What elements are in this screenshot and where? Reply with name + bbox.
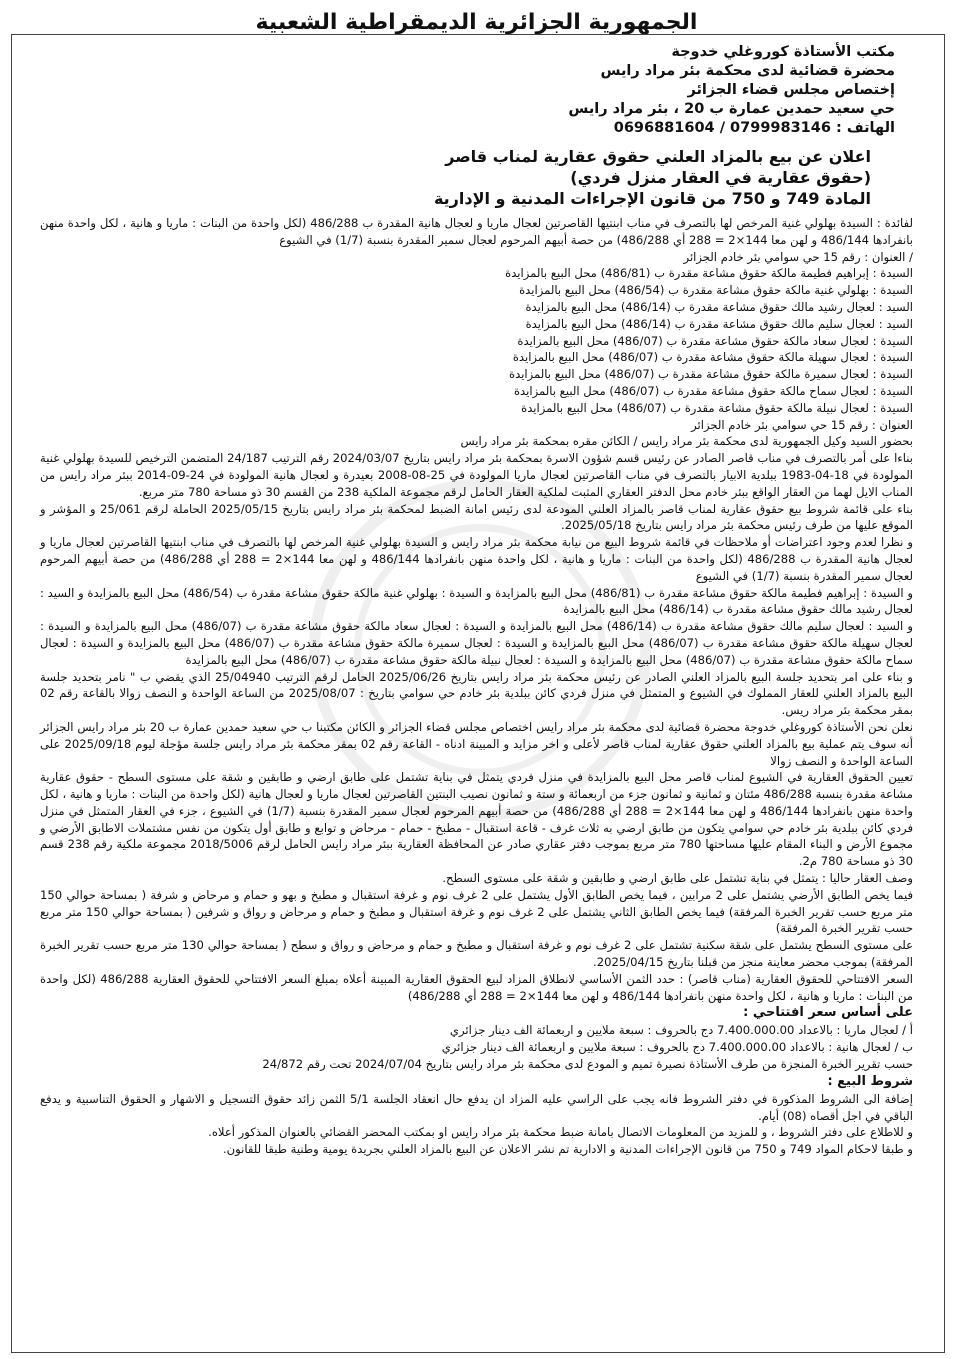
paragraph: السيدة : إبراهيم فطيمة مالكة حقوق مشاعة مقدرة ب (486/81) محل البيع بالمزايدة	[505, 266, 913, 281]
office-phone: الهاتف : 0799983146 / 0696881604	[613, 120, 895, 136]
office-jurisdiction: إختصاص مجلس قضاء الجزائر	[687, 82, 895, 98]
paragraph: لفائدة : السيدة بهلولي غنية المرخص لها بالتصرف في مناب ابنتيها القاصرتين لعجال ماريا و لعجال هانية المقدرة ب 486/288 (لكل واحدة من البنات : ماريا و هانية ، لكل واحدة منهن بانفرادها 486/144 و لهن معا 144×2 = 288 أي 486/288) من حصة أبيهم المرحوم لعجال سمير المقدرة بنسبة (1/7) في الشيوع	[40, 216, 913, 247]
condition-contact: و للاطلاع على دفتر الشروط ، و للمزيد من المعلومات الاتصال بامانة ضبط محكمة بئر مراد رايس او بمكتب المحضر القضائي بالعنوان المذكور أعلاه.	[208, 1125, 913, 1140]
title-line-1: اعلان عن بيع بالمزاد العلني حقوق عقارية لمناب قاصر	[445, 147, 871, 166]
price-line-hania: ب / لعجال هانية : بالاعداد 7.400.000.00 دج بالحروف : سبعة ملايين و اربعمائة الف دينار جزائري	[441, 1040, 913, 1055]
paragraph: السعر الافتتاحي للحقوق العقارية (مناب قاصر) : حدد الثمن الأساسي لانطلاق المزاد لبيع الحقوق العقارية المبينة أعلاه بمبلغ السعر الافتتاحي للحقوق العقارية 486/288 (لكل واحدة من البنات : ماريا و هانية ، لكل واحدة منهن بانفرادها 486/144 و لهن معا 144×2 = 288 أي 486/288)	[40, 971, 913, 1003]
paragraph: / العنوان : رقم 15 حي سوامي بئر خادم الجزائر	[683, 249, 913, 264]
paragraph: السيدة : لعجال سماح مالكة حقوق مشاعة مقدرة ب (486/07) محل البيع بالمزايدة	[513, 383, 913, 398]
paragraph: السيدة : لعجال نبيلة مالكة حقوق مشاعة مقدرة ب (486/07) محل البيع بالمزايدة	[521, 400, 913, 415]
paragraph: فيما يخص الطابق الأرضي يشتمل على 2 مرابين ، فيما يخص الطابق الأول يشتمل على 2 غرف نوم و غرفة استقبال و مطبخ و بهو و حمام و مرحاض و شرفة ( بمساحة حوالي 150 متر مربع حسب تقرير الخبرة المرفقة) فيما يخص الطابق الثاني يشتمل على 2 غرف نوم و غرفة استقبال و مطبخ و حمام و مرحاض و رواق و شرفين ( بمساحة حوالي 150 متر مربع حسب تقرير الخبرة المرفقة)	[40, 887, 914, 936]
office-block	[40, 43, 913, 138]
paragraph: و السيد : لعجال سليم مالك حقوق مشاعة مقدرة ب (486/14) محل البيع بالمزايدة و السيدة : لعجال سعاد مالكة حقوق مشاعة مقدرة ب (486/07) محل البيع بالمزايدة و السيدة : لعجال سهيلة مالكة حقوق مشاعة مقدرة ب (486/07) محل البيع بالمزايدة و السيدة : لعجال سميرة مالكة حقوق مشاعة مقدرة ب (486/07) محل البيع بالمزايدة و السيدة : لعجال سماح مالكة حقوق مشاعة مقدرة ب (486/07) محل البيع بالمزايدة و السيدة : لعجال نبيلة مالكة حقوق مشاعة مقدرة ب (486/07) محل البيع بالمزايدة	[40, 619, 914, 667]
price-line-maria: أ / لعجال ماريا : بالاعداد 7.400.000.00 دج بالحروف : سبعة ملايين و اربعمائة الف دينار جزائري	[449, 1023, 913, 1038]
paragraph: السيد : لعجال رشيد مالك حقوق مشاعة مقدرة ب (486/14) محل البيع بالمزايدة	[525, 299, 913, 314]
paragraph: و نظرا لعدم وجود اعتراضات أو ملاحظات في قائمة شروط البيع من نيابة محكمة بئر مراد رايس و السيدة بهلولي غنية المرخص لها بالتصرف في مناب ابنتيها القاصرتين لعجال ماريا و لعجال هانية المقدرة ب 486/288 (لكل واحدة من البنات : ماريا و هانية ، لكل واحدة منهن بانفرادها 486/144 و لهن معا 144×2 = 288 أي 486/288) من حصة أبيهم المرحوم لعجال سمير المقدرة بنسبة (1/7) في الشيوع	[40, 535, 914, 583]
paragraph: تعيين الحقوق العقارية في الشيوع لمناب قاصر محل البيع بالمزايدة في منزل فردي يتمثل في بناية تشتمل على طابق ارضي و طابقين و شقة على مستوى السطح - حقوق عقارية مشاعة مقدرة بنسبة 486/288 مئتان و ثمانية و ثمانون جزء من اربعمائة و ستة و ثمانون نصيب البنتين القاصرتين لعجال ماريا و لعجال هانية (لكل واحدة من البنات : ماريا و هانية ، لكل واحدة منهن بانفرادها 486/144 و لهن معا 144×2 = 288 أي 486/288) من حصة أبيهم المرحوم لعجال سمير المقدرة بنسبة (1/7) في الشيوع ، جزء في العقار المتمثل في منزل فردي كائن ببلدية بئر خادم حي سوامي يتكون من طابق ارضي به ثلاث غرف - قاعة استقبال - مطبخ - حمام - مرحاض و توابع و طابق أول يتكون من نفس مشتملات الاطابق الأرضي و مجموع الأرض و البناء المقام عليها مساحتها 780 متر مربع بموجب دفتر عقاري صادر عن المحافظة العقارية ببئر مراد رايس الحامل لرقم 2018/5006 مجموعة ملكية رقم 238 قسم 30 ذو مساحة 780 م2.	[40, 770, 914, 869]
title-line-3: المادة 749 و 750 من قانون الإجراءات المدنية و الإدارية	[433, 189, 871, 208]
paragraph: السيدة : بهلولي غنية مالكة حقوق مشاعة مقدرة ب (486/54) محل البيع بالمزايدة	[519, 283, 913, 298]
paragraph: و بناء على امر بتحديد جلسة البيع بالمزاد العلني الصادر عن رئيس محكمة بئر مراد رايس بتاريخ 2025/06/26 الحامل لرقم الترتيب 25/04940 الذي يقضي ب " نامر بتحديد جلسة البيع بالمزاد العلني للعقار المملوك في الشيوع و المتمثل في منزل فردي كائن ببلدية بئر خادم حي سوامي بتاريخ : 2025/08/07 من الساعة الواحدة و النصف زوالا بالقاعة رقم 02 بمقر محكمة بئر مراد ريس.	[40, 669, 913, 718]
paragraph: بناء على قائمة شروط بيع حقوق عقارية لمناب قاصر بالمزاد العلني المودعة لدى رئيس امانة الضبط لمحكمة بئر مراد رايس بتاريخ 2025/05/15 الحاملة لرقم 25/061 و المؤشر و الموقع عليها من طرف رئيس محكمة بئر مراد رايس بتاريخ 2025/05/18.	[40, 501, 913, 533]
office-role: محضرة قضائية لدى محكمة بئر مراد رايس	[600, 63, 895, 79]
paragraph: السيدة : لعجال سهيلة مالكة حقوق مشاعة مقدرة ب (486/07) محل البيع بالمزايدة	[512, 350, 913, 365]
opening-price-heading: على أساس سعر افتتاحي :	[743, 1005, 913, 1021]
sale-conditions-heading: شروط البيع :	[827, 1073, 913, 1089]
office-name: مكتب الأستاذة كوروغلي خدوجة	[671, 44, 895, 60]
paragraph: بحضور السيد وكيل الجمهورية لدى محكمة بئر مراد رايس / الكائن مقره بمحكمة بئر مراد رايس	[460, 434, 913, 449]
condition-payment: إضافة الى الشروط المذكورة في دفتر الشروط فانه يجب على الراسي عليه المزاد ان يدفع حال انعقاد الجلسة 5/1 الثمن زائد حقوق التسجيل و الاشهار و الحقوق التناسبية و يدفع الباقي في اجل أقصاه (08) أيام.	[40, 1091, 913, 1123]
title-line-2: (حقوق عقارية في العقار منزل فردي)	[570, 168, 871, 187]
expert-report-line: حسب تقرير الخبرة المنجزة من طرف الأستاذة نصيرة تميم و المودع لدى محكمة بئر مراد رايس بتاريخ 2024/07/04 تحت رقم 24/872	[262, 1057, 913, 1072]
paragraph: السيدة : لعجال سعاد مالكة حقوق مشاعة مقدرة ب (486/07) محل البيع بالمزايدة	[517, 333, 913, 348]
paragraph: بناءا على أمر بالتصرف في مناب قاصر الصادر عن رئيس قسم شؤون الاسرة بمحكمة بئر مراد رايس بتاريخ 2024/03/07 رقم الترتيب 24/187 المتضمن الترخيص للسيدة بهلولي غنية المولودة في 18-04-1983 ببلدية الابيار بالتصرف في مناب القاصرتين لعجال ماريا المولودة في 25-08-2008 بعيدرة و لعجال هانية المولودة في 24-09-2014 ببئر مراد رايس من المناب الايل لهما من العقار الواقع ببئر خادم محل الدفتر العقاري المثبت لملكية العقار الحامل لرقم مجموعة الملكية 238 من القسم 30 ذو مساحة 780 متر مربع.	[40, 451, 914, 499]
republic-header: الجمهورية الجزائرية الديمقراطية الشعبية	[255, 10, 698, 35]
paragraph: السيد : لعجال سليم مالك حقوق مشاعة مقدرة ب (486/14) محل البيع بالمزايدة	[525, 316, 913, 331]
condition-legal: و طبقا لاحكام المواد 749 و 750 من قانون الإجراءات المدنية و الادارية تم نشر الاعلان عن البيع بالمزاد العلني بجريدة يومية وطنية طبقا للقانون.	[222, 1142, 913, 1157]
paragraph: وصف العقار حاليا : يتمثل في بناية تشتمل على طابق ارضي و طابقين و شقة على مستوى السطح.	[442, 871, 913, 886]
paragraph: العنوان : رقم 15 حي سوامي بئر خادم الجزائر	[691, 417, 913, 432]
paragraph: و السيدة : إبراهيم فطيمة مالكة حقوق مشاعة مقدرة ب (486/81) محل البيع بالمزايدة و السيدة : بهلولي غنية مالكة حقوق مشاعة مقدرة ب (486/54) محل البيع بالمزايدة و السيد : لعجال رشيد مالك حقوق مشاعة مقدرة ب (486/14) محل البيع بالمزايدة	[40, 585, 913, 617]
office-address: حي سعيد حمدين عمارة ب 20 ، بئر مراد رايس	[568, 101, 895, 117]
announcement-title	[40, 146, 913, 209]
paragraph: على مستوى السطح يشتمل على شقة سكنية تشتمل على 2 غرف نوم و غرفة استقبال و مطبخ و حمام و مرحاض و رواق و سطح ( بمساحة حوالي 130 متر مربع حسب تقرير الخبرة المرفقة) بموجب محضر معاينة منجز من قبلنا بتاريخ 2025/04/15.	[40, 938, 913, 970]
paragraph: نعلن نحن الأستاذة كوروغلي خدوجة محضرة قضائية لدى محكمة بئر مراد رايس اختصاص مجلس قضاء الجزائر و الكائن مكتبنا ب حي سعيد حمدين عمارة ب 20 بئر مراد رايس الجزائر أنه سوف يتم عملية بيع بالمزاد العلني حقوق عقارية لمناب قاصر لأعلى و اخر مزايد و المبينة ادناه - القاعة رقم 02 بمقر محكمة بئر مراد رايس جلسة مؤجلة ليوم 2025/09/18 على الساعة الواحدة و النصف زوالا	[40, 719, 913, 768]
announcement-body	[40, 215, 913, 1158]
paragraph: السيدة : لعجال سميرة مالكة حقوق مشاعة مقدرة ب (486/07) محل البيع بالمزايدة	[509, 367, 913, 382]
